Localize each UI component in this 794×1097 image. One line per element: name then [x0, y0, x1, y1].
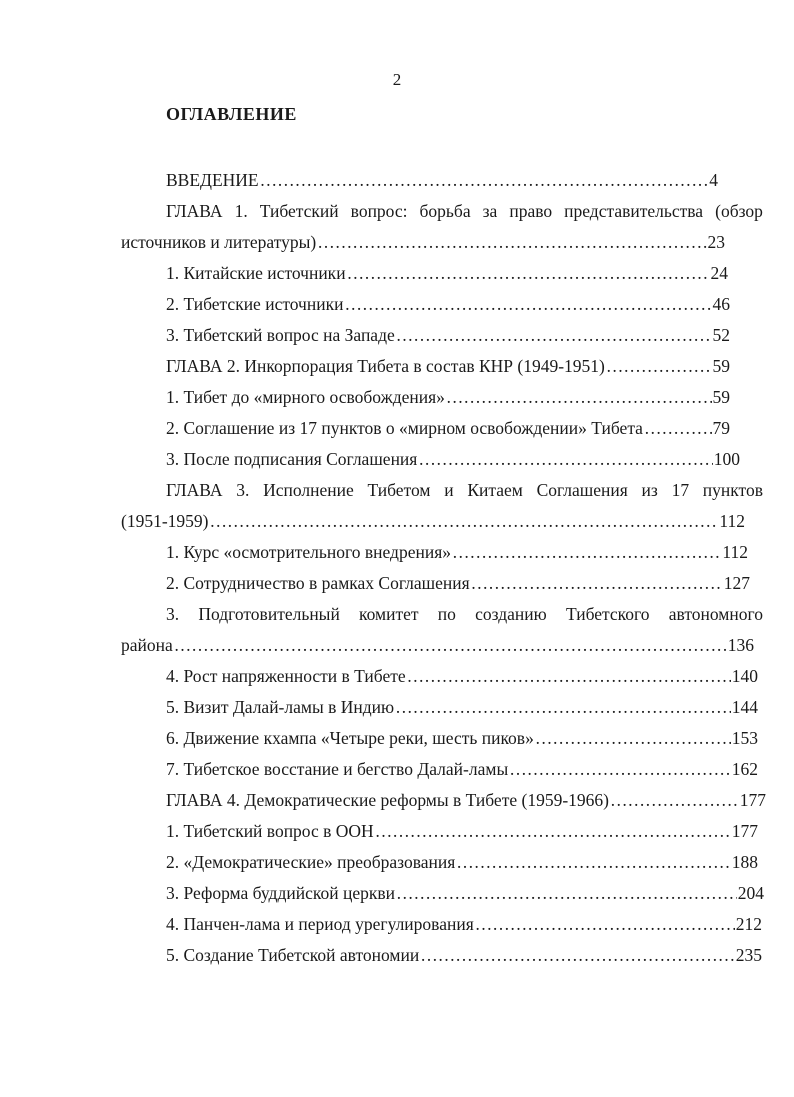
toc-entry-text: ВВЕДЕНИЕ	[166, 170, 259, 190]
word: созданию	[475, 604, 547, 624]
word: (обзор	[715, 201, 763, 221]
toc-entry-page: 188	[731, 852, 758, 872]
toc-leader-dots	[407, 663, 731, 689]
toc-entry-text: 4. Рост напряженности в Тибете	[166, 666, 406, 686]
toc-entry[interactable]	[166, 849, 758, 875]
toc-leader-dots	[509, 756, 731, 782]
toc-entry-page: 204	[737, 883, 764, 903]
toc-entry[interactable]	[166, 291, 730, 317]
toc-entry-page: 59	[712, 387, 730, 407]
toc-leader-dots	[260, 167, 709, 193]
toc-entry-page: 112	[719, 511, 745, 531]
toc-entry[interactable]	[166, 818, 758, 844]
toc-entry-page: 59	[712, 356, 730, 376]
toc-entry[interactable]	[166, 384, 730, 410]
toc-entry-text: 3. Реформа буддийской церкви	[166, 883, 395, 903]
word: Соглашения	[536, 480, 628, 500]
toc-entry-page: 136	[727, 635, 754, 655]
toc-entry-page: 127	[723, 573, 750, 593]
toc-entry-page: 153	[731, 728, 758, 748]
toc-leader-dots	[396, 322, 712, 348]
word: ГЛАВА	[166, 480, 223, 500]
toc-entry-page: 212	[735, 914, 762, 934]
word: 3.	[236, 480, 250, 500]
toc-entry-page: 177	[731, 821, 758, 841]
word: пунктов	[702, 480, 763, 500]
toc-entry-text: ГЛАВА 4. Демократические реформы в Тибете (1959-1966)	[166, 790, 609, 810]
toc-leader-dots	[347, 260, 710, 286]
toc-entry-text: 1. Тибетский вопрос в ООН	[166, 821, 374, 841]
toc-leader-dots	[317, 229, 706, 255]
word: и	[444, 480, 454, 500]
toc-entry-text: 1. Китайские источники	[166, 263, 346, 283]
toc-entry-page: 235	[735, 945, 762, 965]
toc-entry-text: 3. Тибетский вопрос на Западе	[166, 325, 395, 345]
word: Тибетом	[367, 480, 431, 500]
toc-leader-dots	[375, 818, 731, 844]
toc-leader-dots	[420, 942, 735, 968]
toc-entry[interactable]	[166, 911, 762, 937]
toc-chapter-3-line-1[interactable]	[166, 477, 763, 503]
toc-leader-dots	[446, 384, 712, 410]
toc-entry-text: района	[121, 635, 173, 655]
toc-entry-text: (1951-1959)	[121, 511, 209, 531]
word: комитет	[359, 604, 419, 624]
toc-entry[interactable]	[166, 570, 750, 596]
toc-entry-page: 46	[712, 294, 730, 314]
toc-chapter-2[interactable]	[166, 353, 730, 379]
toc-leader-dots	[396, 880, 737, 906]
toc-leader-dots	[209, 508, 718, 534]
word: 17	[671, 480, 690, 500]
toc-leader-dots	[644, 415, 712, 441]
toc-entry-page: 177	[739, 790, 766, 810]
toc-entry[interactable]	[166, 880, 764, 906]
toc-entry-intro[interactable]	[166, 167, 718, 193]
toc-entry[interactable]	[166, 663, 758, 689]
word: 3.	[166, 604, 180, 624]
toc-entry-text: ГЛАВА 2. Инкорпорация Тибета в состав КНР (1949-1951)	[166, 356, 605, 376]
toc-leader-dots	[395, 694, 731, 720]
toc-entry-page: 52	[712, 325, 730, 345]
toc-entry[interactable]	[166, 942, 762, 968]
toc-entry-page: 4	[709, 170, 718, 190]
toc-leader-dots	[452, 539, 721, 565]
toc-entry-page: 140	[731, 666, 758, 686]
toc-leader-dots	[535, 725, 731, 751]
toc-entry-text: 5. Визит Далай-ламы в Индию	[166, 697, 395, 717]
word: Подготовительный	[198, 604, 340, 624]
toc-title: ОГЛАВЛЕНИЕ	[166, 104, 297, 124]
toc-entry[interactable]	[166, 756, 758, 782]
word: Исполнение	[263, 480, 354, 500]
toc-entry-page: 100	[713, 449, 740, 469]
word: ГЛАВА	[166, 201, 223, 221]
toc-entry-text: 7. Тибетское восстание и бегство Далай-ламы	[166, 759, 509, 779]
toc-leader-dots	[475, 911, 735, 937]
toc-entry[interactable]	[166, 694, 758, 720]
toc-entry[interactable]	[166, 322, 730, 348]
toc-leader-dots	[418, 446, 712, 472]
toc-leader-dots	[471, 570, 723, 596]
toc-entry-text: 2. «Демократические» преобразования	[166, 852, 456, 872]
toc-entry-text: 2. Тибетские источники	[166, 294, 344, 314]
toc-entry-text: 1. Тибет до «мирного освобождения»	[166, 387, 445, 407]
toc-entry-page: 23	[707, 232, 725, 252]
word: Китаем	[467, 480, 523, 500]
toc-entry-text: 5. Создание Тибетской автономии	[166, 945, 420, 965]
word: право	[509, 201, 553, 221]
toc-entry-text: 1. Курс «осмотрительного внедрения»	[166, 542, 451, 562]
toc-entry-text: источников и литературы)	[121, 232, 317, 252]
toc-leader-dots	[344, 291, 711, 317]
word: по	[437, 604, 456, 624]
toc-entry-text: 2. Соглашение из 17 пунктов о «мирном освобождении» Тибета	[166, 418, 643, 438]
toc-chapter-1-line-2[interactable]	[121, 229, 725, 255]
word: Тибетского	[565, 604, 650, 624]
toc-entry[interactable]	[166, 415, 730, 441]
toc-entry-page: 24	[710, 263, 728, 283]
word: автономного	[668, 604, 763, 624]
toc-entry[interactable]	[166, 260, 728, 286]
toc-chapter-3-line-2[interactable]	[121, 508, 745, 534]
toc-entry-page: 112	[722, 542, 748, 562]
toc-leader-dots	[174, 632, 727, 658]
toc-chapter-4[interactable]	[166, 787, 766, 813]
toc-entry-text: 4. Панчен-лама и период урегулирования	[166, 914, 474, 934]
toc-entry-line-2[interactable]	[121, 632, 754, 658]
toc-entry[interactable]	[166, 539, 748, 565]
toc-entry-page: 162	[731, 759, 758, 779]
toc-entry-text: 2. Сотрудничество в рамках Соглашения	[166, 573, 470, 593]
word: из	[641, 480, 658, 500]
page-number: 2	[392, 70, 402, 89]
toc-entry-text: 3. После подписания Соглашения	[166, 449, 418, 469]
toc-entry-page: 79	[712, 418, 730, 438]
word: борьба	[419, 201, 471, 221]
toc-leader-dots	[606, 353, 712, 379]
toc-entry-line-1[interactable]	[166, 601, 763, 627]
toc-entry-page: 144	[731, 697, 758, 717]
toc-entry[interactable]	[166, 725, 758, 751]
toc-chapter-1-line-1[interactable]	[166, 198, 763, 224]
word: представительства	[564, 201, 704, 221]
toc-entry[interactable]	[166, 446, 740, 472]
word: вопрос:	[350, 201, 408, 221]
word: Тибетский	[259, 201, 339, 221]
toc-leader-dots	[610, 787, 739, 813]
word: за	[482, 201, 498, 221]
word: 1.	[234, 201, 248, 221]
toc-leader-dots	[456, 849, 730, 875]
toc-entry-text: 6. Движение кхампа «Четыре реки, шесть пиков»	[166, 728, 534, 748]
